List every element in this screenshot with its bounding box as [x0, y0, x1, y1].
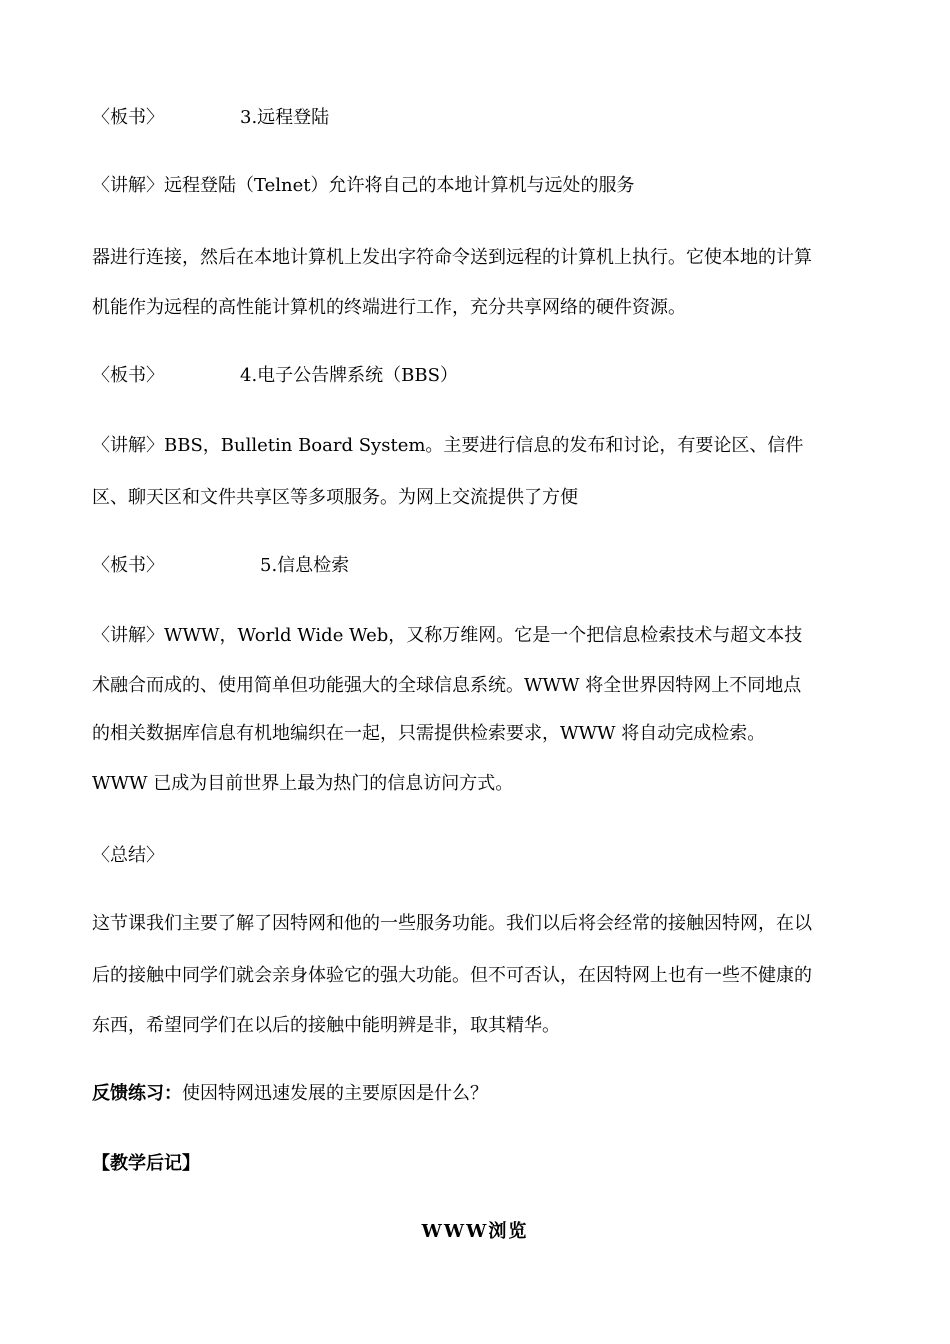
feedback-text: 使因特网迅速发展的主要原因是什么？ — [182, 1083, 488, 1104]
board-tag: 〈板书〉 — [92, 107, 164, 128]
explain-5-line-3: 的相关数据库信息有机地编织在一起，只需提供检索要求，WWW 将自动完成检索。 — [92, 723, 766, 744]
explain-5-line-4: WWW 已成为目前世界上最为热门的信息访问方式。 — [92, 773, 514, 794]
board-note-3 — [92, 106, 329, 130]
board-text: 4.电子公告牌系统（BBS） — [240, 365, 458, 386]
board-note-4 — [92, 364, 458, 388]
feedback-label: 反馈练习： — [92, 1083, 182, 1104]
postscript-label: 【教学后记】 — [92, 1153, 200, 1174]
feedback-exercise — [92, 1082, 488, 1106]
explain-3-line-1: 〈讲解〉远程登陆（Telnet）允许将自己的本地计算机与远处的服务 — [92, 175, 635, 196]
board-text: 3.远程登陆 — [240, 107, 330, 128]
explain-3-line-2: 器进行连接，然后在本地计算机上发出字符命令送到远程的计算机上执行。它使本地的计算 — [92, 247, 812, 268]
board-text: 5.信息检索 — [260, 555, 350, 576]
next-lesson-title: WWW浏览 — [421, 1221, 529, 1242]
summary-tag: 〈总结〉 — [92, 845, 164, 866]
summary-line-1: 这节课我们主要了解了因特网和他的一些服务功能。我们以后将会经常的接触因特网，在以 — [92, 913, 812, 934]
board-note-5 — [92, 554, 349, 578]
explain-5-line-2: 术融合而成的、使用简单但功能强大的全球信息系统。WWW 将全世界因特网上不同地点 — [92, 675, 802, 696]
explain-4-line-1: 〈讲解〉BBS，Bulletin Board System。主要进行信息的发布和讨论，有要论区、信件 — [92, 435, 804, 456]
board-tag: 〈板书〉 — [92, 555, 164, 576]
explain-5-line-1: 〈讲解〉WWW，World Wide Web，又称万维网。它是一个把信息检索技术与超文本技 — [92, 625, 803, 646]
summary-line-3: 东西，希望同学们在以后的接触中能明辨是非，取其精华。 — [92, 1015, 560, 1036]
board-tag: 〈板书〉 — [92, 365, 164, 386]
summary-line-2: 后的接触中同学们就会亲身体验它的强大功能。但不可否认，在因特网上也有一些不健康的 — [92, 965, 812, 986]
explain-3-line-3: 机能作为远程的高性能计算机的终端进行工作，充分共享网络的硬件资源。 — [92, 297, 686, 318]
explain-4-line-2: 区、聊天区和文件共享区等多项服务。为网上交流提供了方便 — [92, 487, 578, 508]
